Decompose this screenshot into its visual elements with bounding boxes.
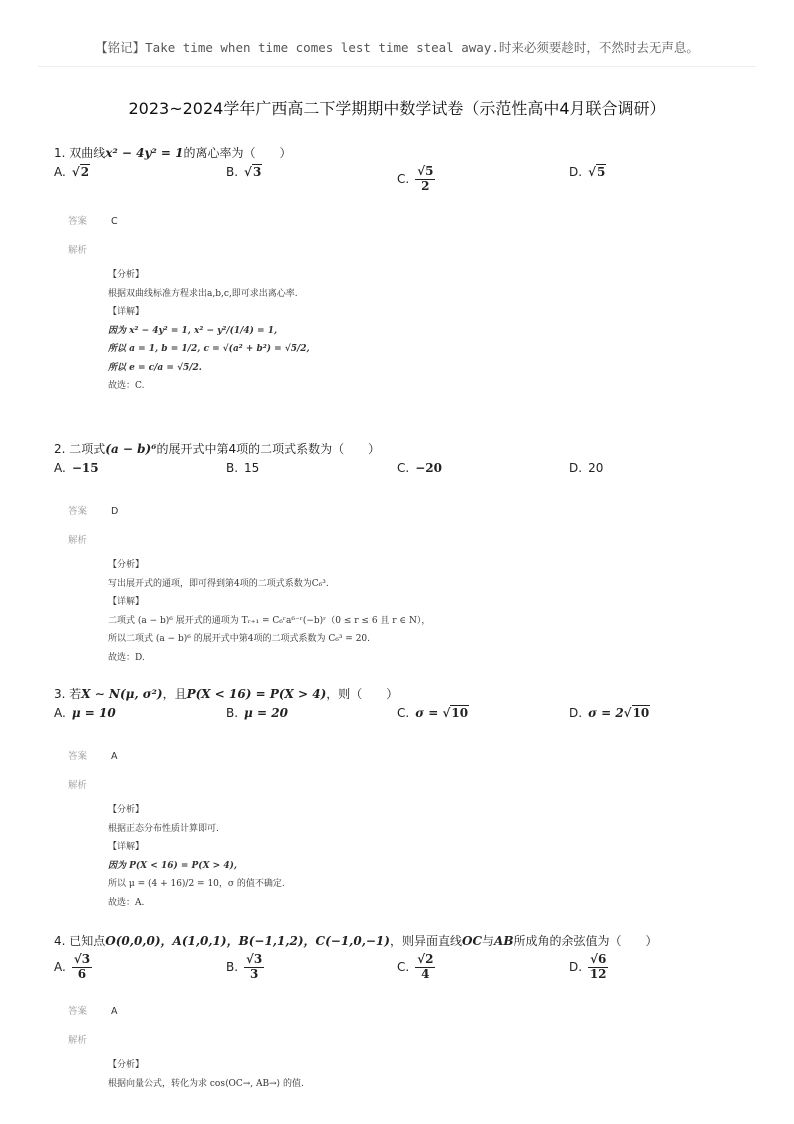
answer-row: 答案 D <box>68 506 119 517</box>
option-b: B. 15 <box>226 461 260 475</box>
answer-row: 答案 A <box>68 1006 118 1017</box>
answer-row: 答案 A <box>68 751 118 762</box>
option-d: D. √5 <box>569 165 606 179</box>
question-stem: 1. 双曲线x² − 4y² = 1的离心率为（ ） <box>54 146 292 160</box>
option-a: A. $\frac{√3}{6}$ <box>54 952 91 981</box>
option-b: B. √3 <box>226 165 262 179</box>
option-d: D. 20 <box>569 461 604 475</box>
options <box>54 953 754 983</box>
answer-row: 答案 C <box>68 216 118 227</box>
answer-value: C <box>111 216 118 227</box>
options <box>54 165 754 195</box>
option-d: D. σ = 2√10 <box>569 706 650 720</box>
option-c: C. $\frac{√2}{4}$ <box>397 952 434 981</box>
question-4 <box>54 932 754 1093</box>
page-title: 2023~2024学年广西高二下学期期中数学试卷（示范性高中4月联合调研） <box>128 99 666 118</box>
option-a: A. √2 <box>54 165 90 179</box>
question-stem: 3. 若X ∼ N(μ, σ²)，且P(X < 16) = P(X > 4)，则（ ） <box>54 687 399 701</box>
question-3 <box>54 685 754 912</box>
answer-value: D <box>111 506 119 517</box>
analysis-label: 解析 <box>68 535 88 546</box>
question-1 <box>54 144 754 396</box>
header-divider <box>38 66 756 67</box>
option-c: C. σ = √10 <box>397 706 469 720</box>
option-d: D. $\frac{√6}{12}$ <box>569 952 607 981</box>
question-stem: 2. 二项式(a − b)⁶的展开式中第4项的二项式系数为（ ） <box>54 442 381 456</box>
question-stem: 4. 已知点O(0,0,0)，A(1,0,1)，B(−1,1,2)，C(−1,0,−1)，则异面直线OC与AB所成角的余弦值为（ ） <box>54 934 658 948</box>
analysis-label: 解析 <box>68 245 88 256</box>
option-b: B. $\frac{√3}{3}$ <box>226 952 263 981</box>
solution: 【分析】 根据正态分布性质计算即可. 【详解】 因为 P(X < 16) = P(X > 4), 所以 μ = (4 + 16)/2 = 10，σ 的值不确定. 故选：A. <box>108 805 285 908</box>
question-2 <box>54 440 754 667</box>
solution: 【分析】 根据向量公式，转化为求 cos⟨OC→, AB→⟩ 的值. <box>108 1060 304 1089</box>
analysis-label: 解析 <box>68 780 88 791</box>
option-c: C. −20 <box>397 461 442 475</box>
option-a: A. μ = 10 <box>54 706 116 720</box>
answer-value: A <box>111 1006 118 1017</box>
answer-value: A <box>111 751 118 762</box>
options <box>54 706 754 736</box>
option-b: B. μ = 20 <box>226 706 288 720</box>
options <box>54 461 754 491</box>
solution: 【分析】 写出展开式的通项，即可得到第4项的二项式系数为C₆³. 【详解】 二项式 (a − b)⁶ 展开式的通项为 Tᵣ₊₁ = C₆ʳa⁶⁻ʳ(−b)ʳ（0 ≤ r ≤ 6 且 r ∈ N）， 所以二项式 (a − b)⁶ 的展开式中第4项的二项式系数为 C₆³ = 20. 故选：D. <box>108 560 431 663</box>
motto-banner: 【铭记】Take time when time comes lest time steal away.时来必须要趁时，不然时去无声息。 <box>95 40 699 55</box>
solution: 【分析】 根据双曲线标准方程求出a,b,c,即可求出离心率. 【详解】 因为 x² − 4y² = 1, x² − y²/(1/4) = 1, 所以 a = 1, b = 1/2, c = √(a² + b²) = √5/2, 所以 e = c/a = √5/2. 故选：C. <box>108 270 310 391</box>
option-c: C. $\frac{√5}{2}$ <box>397 164 434 193</box>
analysis-label: 解析 <box>68 1035 88 1046</box>
option-a: A. −15 <box>54 461 99 475</box>
